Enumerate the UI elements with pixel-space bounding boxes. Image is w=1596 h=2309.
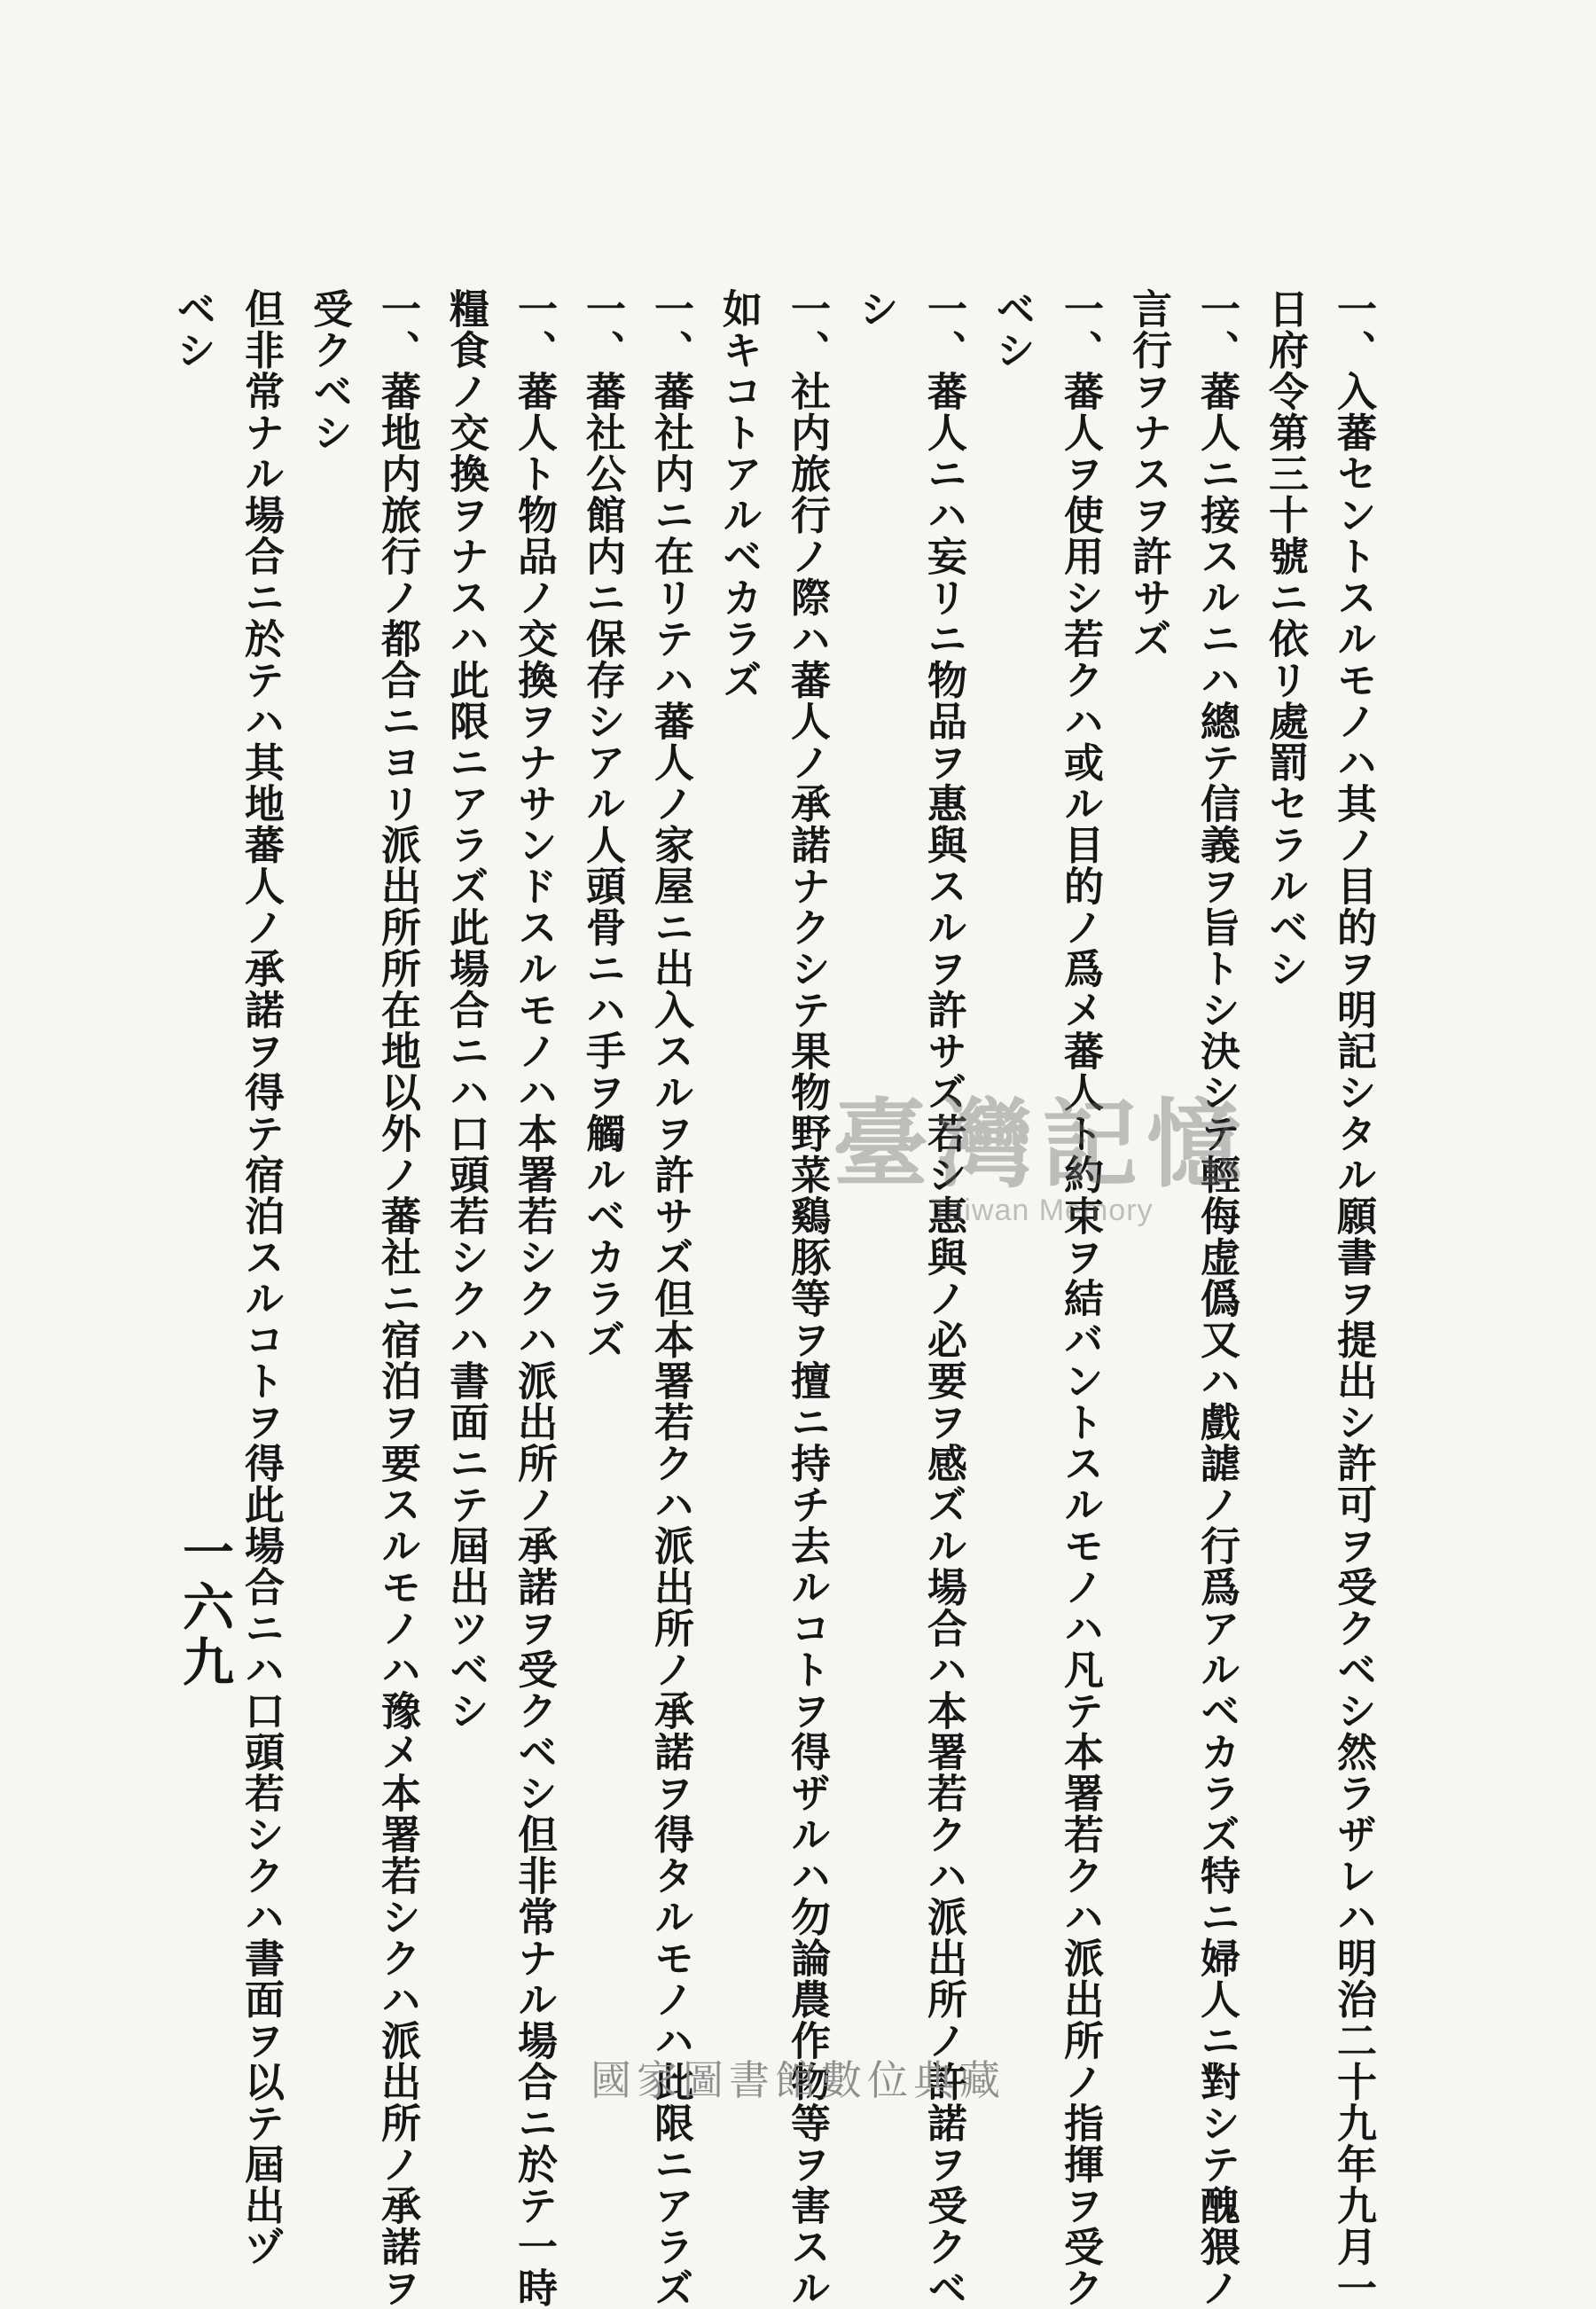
text-column: シ bbox=[852, 288, 899, 330]
text-column: 一、社内旅行ノ際ハ蕃人ノ承諾ナクシテ果物野菜鷄豚等ヲ擅ニ持チ去ルコトヲ得ザルハ勿論農作物等ヲ害スル bbox=[784, 288, 831, 2309]
text-column: 一、蕃社内ニ在リテハ蕃人ノ家屋ニ出入スルヲ許サズ但本署若クハ派出所ノ承諾ヲ得タルモノハ此限ニアラズ bbox=[647, 288, 694, 2309]
text-column: 言行ヲナスヲ許サズ bbox=[1125, 288, 1172, 660]
text-column: ベシ bbox=[169, 288, 216, 371]
text-column: 受クベシ bbox=[306, 288, 353, 453]
text-column: ベシ bbox=[989, 288, 1036, 371]
text-column: 一、入蕃セントスルモノハ其ノ目的ヲ明記シタル願書ヲ提出シ許可ヲ受クベシ然ラザレハ明治二十九年九月一 bbox=[1330, 288, 1377, 2309]
text-column: 但非常ナル場合ニ於テハ其地蕃人ノ承諾ヲ得テ宿泊スルコトヲ得此場合ニハ口頭若シクハ書面ヲ以テ屆出ヅ bbox=[238, 288, 285, 2267]
text-column: 一、蕃人ト物品ノ交換ヲナサンドスルモノハ本署若シクハ派出所ノ承諾ヲ受クベシ但非常ナル場合ニ於テ一時 bbox=[511, 288, 558, 2309]
watermark-english: Taiwan Memory bbox=[930, 1194, 1154, 1227]
watermark-chinese: 臺灣記憶 bbox=[832, 1089, 1251, 1201]
text-column: 糧食ノ交換ヲナスハ此限ニアラズ此場合ニハ口頭若シクハ書面ニテ屆出ツベシ bbox=[442, 288, 489, 1732]
page-number: 一六九 bbox=[174, 1525, 234, 1690]
text-column: 一、蕃地内旅行ノ都合ニヨリ派出所所在地以外ノ蕃社ニ宿泊ヲ要スルモノハ豫メ本署若シクハ派出所ノ承諾ヲ bbox=[374, 288, 421, 2309]
watermark bbox=[794, 1089, 1290, 1228]
text-column: 如キコトアルベカラズ bbox=[716, 288, 763, 701]
text-column: 一、蕃人ヲ使用シ若クハ或ル目的ノ爲メ蕃人ト約束ヲ結バントスルモノハ凡テ本署若クハ派出所ノ指揮ヲ受ク bbox=[1057, 288, 1104, 2309]
text-column: 一、蕃社公館内ニ保存シアル人頭骨ニハ手ヲ觸ルベカラズ bbox=[579, 288, 626, 1360]
footer-collection-label: 國家圖書館數位典藏 bbox=[591, 2056, 1005, 2104]
text-column: 一、蕃人ニ接スルニハ總テ信義ヲ旨トシ決シテ輕侮虚僞又ハ戲謔ノ行爲アルベカラズ特ニ婦人ニ對シテ醜猥ノ bbox=[1193, 288, 1240, 2309]
text-column: 一、蕃人ニハ妄リニ物品ヲ惠與スルヲ許サズ若シ惠與ノ必要ヲ感ズル場合ハ本署若クハ派出所ノ許諾ヲ受クベ bbox=[920, 288, 967, 2309]
text-column: 日府令第三十號ニ依リ處罰セラルベシ bbox=[1262, 288, 1309, 990]
